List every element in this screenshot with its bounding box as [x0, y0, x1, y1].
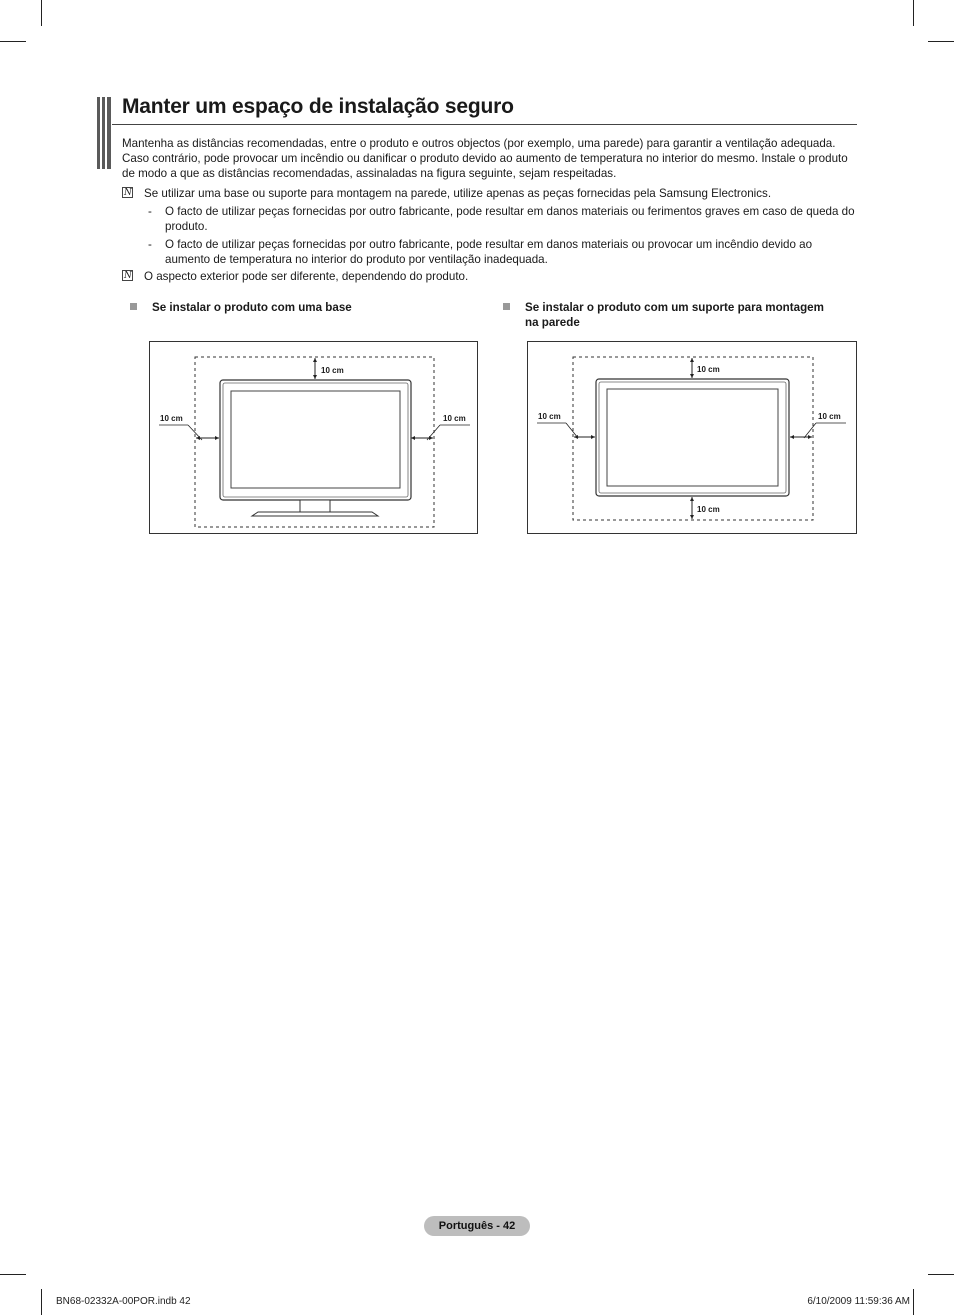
- intro-paragraph: Mantenha as distâncias recomendadas, entre o produto e outros objectos (por exemplo, uma parede) para garantir a ventilação adequada. Caso contrário, pode provocar um incêndio ou danificar o produto devido ao aumento de temperatura no interior do mesmo. Instale o produto de modo a que as distâncias recomendadas, assinaladas na figura seguinte, sejam respeitadas.: [122, 137, 848, 180]
- sub-note: [148, 204, 855, 234]
- title-divider: [112, 124, 857, 125]
- tv-stand-neck: [300, 500, 330, 512]
- bullet-square-icon: [503, 303, 510, 310]
- tv-frame: [596, 379, 789, 496]
- note-text: Se utilizar uma base ou suporte para montagem na parede, utilize apenas as peças fornecidas pela Samsung Electronics.: [144, 187, 772, 200]
- note-item: [122, 186, 842, 201]
- sub-note-text: O facto de utilizar peças fornecidas por outro fabricante, pode resultar em danos materiais ou ferimentos graves em caso de queda do produto.: [165, 205, 855, 233]
- crop-mark: [0, 41, 26, 42]
- dimension-label-right: 10 cm: [443, 414, 466, 423]
- dimension-label-right: 10 cm: [818, 412, 841, 421]
- footer-timestamp: 6/10/2009 11:59:36 AM: [807, 1296, 910, 1307]
- note-icon: [122, 187, 133, 198]
- crop-mark: [0, 1274, 26, 1275]
- crop-mark: [928, 1274, 954, 1275]
- sub-note: [148, 237, 855, 267]
- sub-note-text: O facto de utilizar peças fornecidas por outro fabricante, pode resultar em danos materiais ou provocar um incêndio devido ao aumento de temperatura no interior do produto por ventilação inadequada.: [165, 238, 813, 266]
- crop-mark: [41, 0, 42, 26]
- note-item: [122, 269, 842, 284]
- crop-mark: [913, 0, 914, 26]
- dash-mark: -: [148, 238, 152, 251]
- tv-stand-base: [252, 512, 378, 516]
- section-heading-text: Se instalar o produto com uma base: [152, 301, 352, 314]
- section-heading-text: Se instalar o produto com um suporte para montagem na parede: [525, 301, 824, 329]
- note-text: O aspecto exterior pode ser diferente, dependendo do produto.: [144, 270, 469, 283]
- crop-mark: [928, 41, 954, 42]
- dimension-label-bottom: 10 cm: [697, 505, 720, 514]
- note-icon: [122, 270, 133, 281]
- figure-wall-mount-clearance: [527, 341, 857, 534]
- title-decoration: [97, 97, 111, 169]
- figure-stand-clearance: [149, 341, 478, 534]
- dash-mark: -: [148, 205, 152, 218]
- section-heading-wall: [525, 300, 825, 330]
- page-title: Manter um espaço de instalação seguro: [122, 95, 514, 118]
- crop-mark: [41, 1289, 42, 1315]
- dimension-label-left: 10 cm: [538, 412, 561, 421]
- dimension-label-top: 10 cm: [321, 366, 344, 375]
- dimension-label-top: 10 cm: [697, 365, 720, 374]
- crop-mark: [913, 1289, 914, 1315]
- tv-frame: [220, 380, 411, 500]
- dimension-label-left: 10 cm: [160, 414, 183, 423]
- wall-mount-diagram: [528, 342, 858, 535]
- stand-diagram: [150, 342, 479, 535]
- bullet-square-icon: [130, 303, 137, 310]
- footer-file-info: BN68-02332A-00POR.indb 42: [56, 1296, 191, 1307]
- page-number-badge: Português - 42: [424, 1216, 530, 1236]
- section-heading-stand: [152, 300, 452, 315]
